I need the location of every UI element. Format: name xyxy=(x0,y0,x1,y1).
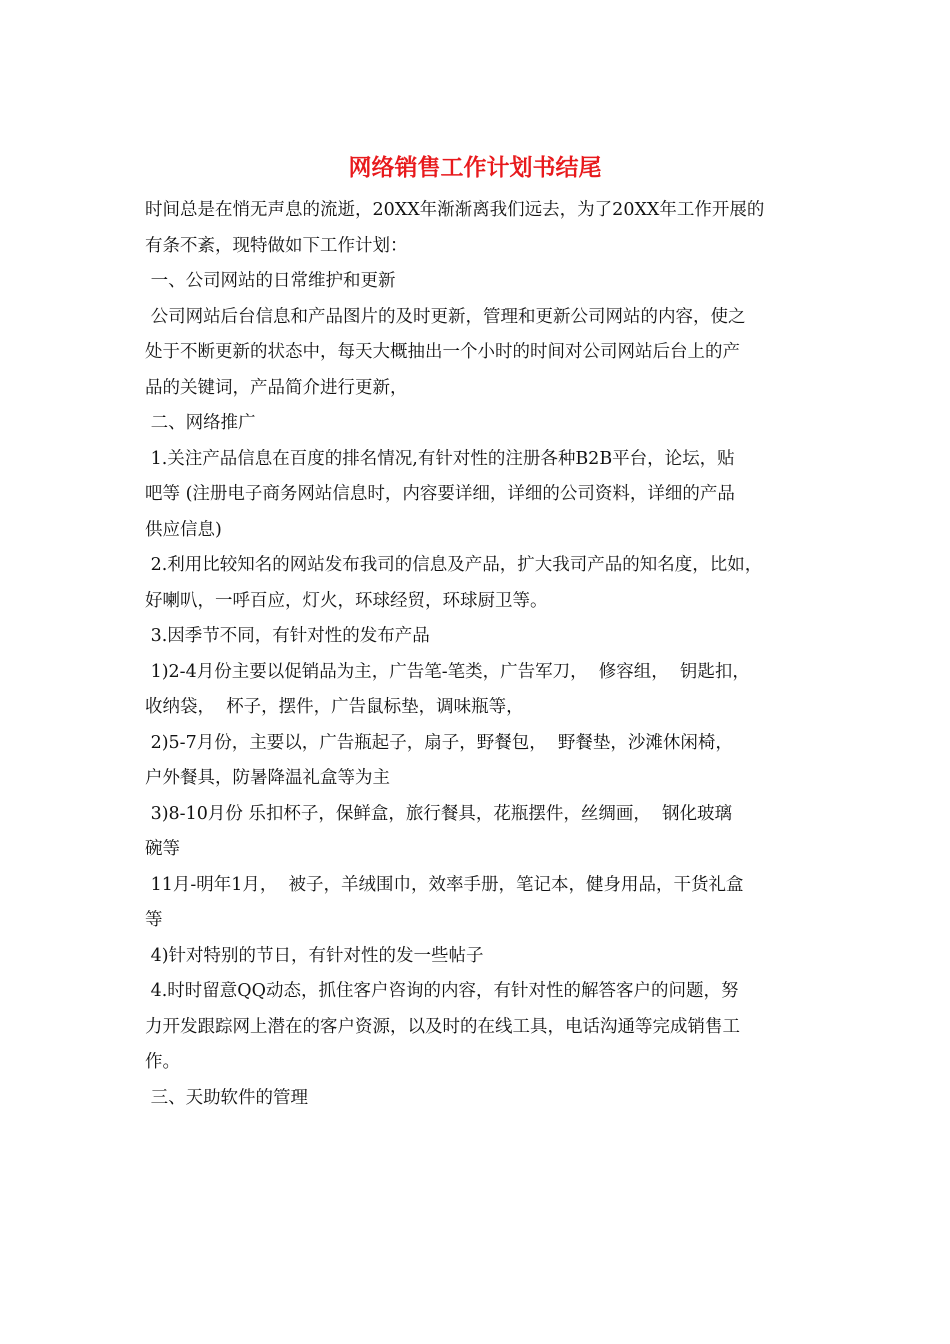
body-line: 2.利用比较知名的网站发布我司的信息及产品，扩大我司产品的知名度，比如， xyxy=(145,555,763,575)
body-line: 1)2-4月份主要以促销品为主，广告笔-笔类，广告军刀， 修容组， 钥匙扣， xyxy=(145,661,750,682)
body-line: 品的关键词，产品简介进行更新， xyxy=(145,377,408,398)
document-title: 网络销售工作计划书结尾 xyxy=(348,154,602,181)
body-line: 时间总是在悄无声息的流逝，20XX年渐渐离我们远去，为了20XX年工作开展的 xyxy=(145,200,765,220)
body-line: 3.因季节不同，有针对性的发布产品 xyxy=(145,626,430,646)
body-line: 3)8-10月份 乐扣杯子，保鲜盒，旅行餐具，花瓶摆件，丝绸画， 钢化玻璃 xyxy=(145,803,733,824)
body-line: 4)针对特别的节日，有针对性的发一些帖子 xyxy=(145,945,484,966)
body-line: 作。 xyxy=(145,1052,180,1072)
body-line: 1.关注产品信息在百度的排名情况,有针对性的注册各种B2B平台，论坛，贴 xyxy=(145,448,735,469)
body-line: 收纳袋， 杯子，摆件，广告鼠标垫，调味瓶等， xyxy=(145,697,524,717)
body-line: 碗等 xyxy=(145,839,180,859)
document-body xyxy=(145,193,813,1116)
body-line: 等 xyxy=(145,910,163,930)
body-line: 2)5-7月份，主要以，广告瓶起子，扇子，野餐包， 野餐垫，沙滩休闲椅， xyxy=(145,732,733,753)
body-line: 一、公司网站的日常维护和更新 xyxy=(145,271,396,291)
body-line: 处于不断更新的状态中，每天大概抽出一个小时的时间对公司网站后台上的产 xyxy=(145,342,740,362)
body-line: 吧等 (注册电子商务网站信息时，内容要详细，详细的公司资料，详细的产品 xyxy=(145,484,735,504)
body-line: 户外餐具，防暑降温礼盒等为主 xyxy=(145,768,390,788)
body-line: 二、网络推广 xyxy=(145,413,256,433)
body-line: 好喇叭，一呼百应，灯火，环球经贸，环球厨卫等。 xyxy=(145,590,548,611)
body-line: 有条不紊，现特做如下工作计划： xyxy=(145,235,408,256)
body-line: 三、天助软件的管理 xyxy=(145,1087,309,1108)
body-line: 力开发跟踪网上潜在的客户资源，以及时的在线工具，电话沟通等完成销售工 xyxy=(145,1016,740,1037)
body-line: 11月-明年1月， 被子，羊绒围巾，效率手册，笔记本，健身用品，干货礼盒 xyxy=(145,874,744,895)
body-line: 供应信息) xyxy=(145,519,222,540)
body-line: 公司网站后台信息和产品图片的及时更新，管理和更新公司网站的内容，使之 xyxy=(145,306,746,327)
body-line: 4.时时留意QQ动态，抓住客户咨询的内容，有针对性的解答客户的问题，努 xyxy=(145,981,739,1001)
